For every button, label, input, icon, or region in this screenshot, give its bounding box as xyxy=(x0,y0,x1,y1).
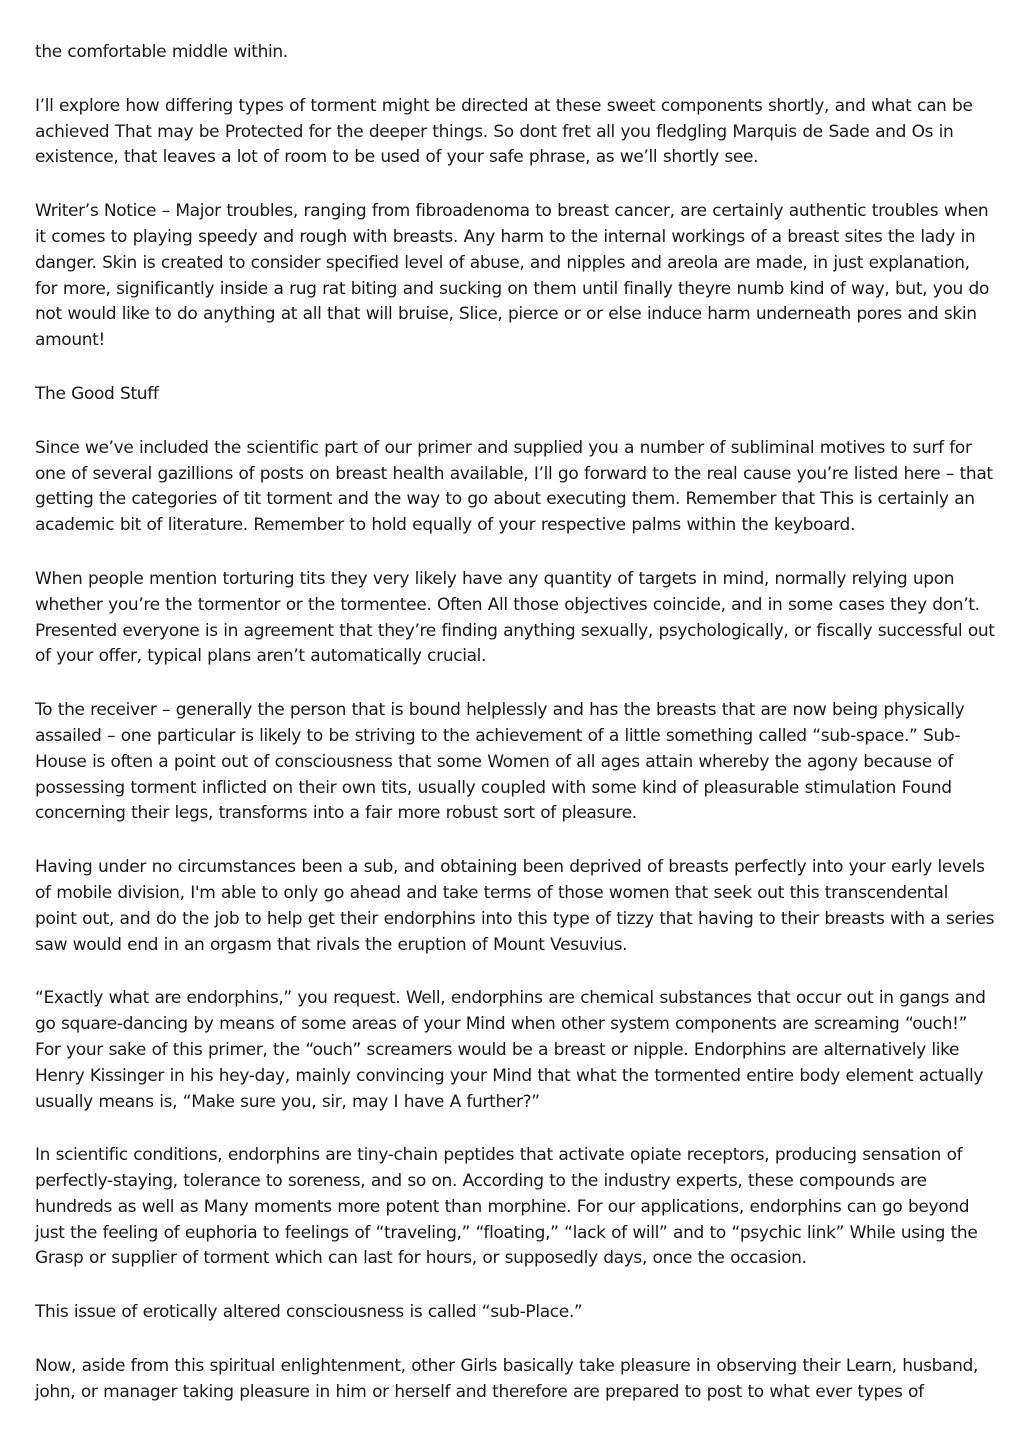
paragraph-torment-types: I’ll explore how differing types of torment might be directed at these sweet components shortly, and what can be achieved That may be Protected for the deeper things. So dont fret all you fledgling Marquis de Sade and Os in existence, that leaves a lot of room to be used of your safe phrase, as we’ll shortly see. xyxy=(35,95,973,168)
paragraph-endorphins: “Exactly what are endorphins,” you request. Well, endorphins are chemical substances that occur out in gangs and go square-dancing by means of some areas of your Mind when other system components are screaming “ouch!” For your sake of this primer, the “ouch” screamers would be a breast or nipple. Endorphins are alternatively like Henry Kissinger in his hey-day, mainly convincing your Mind that what the tormented entire body element actually usually means is, “Make sure you, sir, may I have A further?” xyxy=(35,988,986,1112)
paragraph-scientific-conditions: In scientific conditions, endorphins are tiny-chain peptides that activate opiate receptors, producing sensation of perfectly-staying, tolerance to soreness, and so on. According to the industry experts, these compounds are hundreds as well as Many moments more potent than morphine. For our applications, endorphins can go beyond just the feeling of euphoria to feelings of “traveling,” “floating,” “lack of will” and to “psychic link” While using the Grasp or supplier of torment which can last for hours, or supposedly days, once the occasion. xyxy=(35,1145,978,1269)
paragraph-never-sub: Having under no circumstances been a sub, and obtaining been deprived of breasts perfectly into your early levels of mobile division, I'm able to only go ahead and take terms of those women that seek out this transcendental point out, and do the job to help get their endorphins into this type of tizzy that having to their breasts with a series saw would end in an orgasm that rivals the eruption of Mount Vesuvius. xyxy=(35,857,995,955)
paragraph-scientific-part: Since we’ve included the scientific part of our primer and supplied you a number of subliminal motives to surf for one of several gazillions of posts on breast health available, I’ll go forward to the real cause you’re listed here – that getting the categories of tit torment and the way to go about executing them. Remember that This is certainly an academic bit of literature. Remember to hold equally of your respective palms within the keyboard. xyxy=(35,437,993,536)
paragraph-writers-notice: Writer’s Notice – Major troubles, ranging from fibroadenoma to breast cancer, are certainly authentic troubles when it comes to playing speedy and rough with breasts. Any harm to the internal workings of a breast sites the lady in danger. Skin is created to consider specified level of abuse, and nipples and areola are made, in just explanation, for more, significantly inside a rug rat biting and sucking on them until finally theyre numb kind of way, but, you do not would like to do anything at all that will bruise, Slice, pierce or or else induce harm underneath pores and skin amount! xyxy=(35,201,989,351)
paragraph-intro-fragment: the comfortable middle within. xyxy=(35,42,288,62)
paragraph-sub-place: This issue of erotically altered consciousness is called “sub-Place.” xyxy=(35,1302,583,1323)
paragraph-spiritual-enlightenment: Now, aside from this spiritual enlightenment, other Girls basically take pleasure in observing their Learn, husband, john, or manager taking pleasure in him or herself and therefore are prepared to post to what ever types of xyxy=(35,1356,979,1402)
paragraph-targets: When people mention torturing tits they very likely have any quantity of targets in mind, normally relying upon whether you’re the tormentor or the tormentee. Often All those objectives coincide, and in some cases they don’t. Presented everyone is in agreement that they’re finding anything sexually, psychologically, or fiscally successful out of your offer, typical plans aren’t automatically crucial. xyxy=(35,568,995,667)
document-page xyxy=(35,40,995,1434)
section-heading-good-stuff: The Good Stuff xyxy=(35,383,159,404)
paragraph-receiver: To the receiver – generally the person that is bound helplessly and has the breasts that are now being physically assailed – one particular is likely to be striving to the achievement of a little something called “sub-space.” Sub-House is often a point out of consciousness that some Women of all ages attain whereby the agony because of possessing torment inflicted on their own tits, usually coupled with some kind of pleasurable stimulation Found concerning their legs, transforms into a fair more robust sort of pleasure. xyxy=(35,700,965,824)
